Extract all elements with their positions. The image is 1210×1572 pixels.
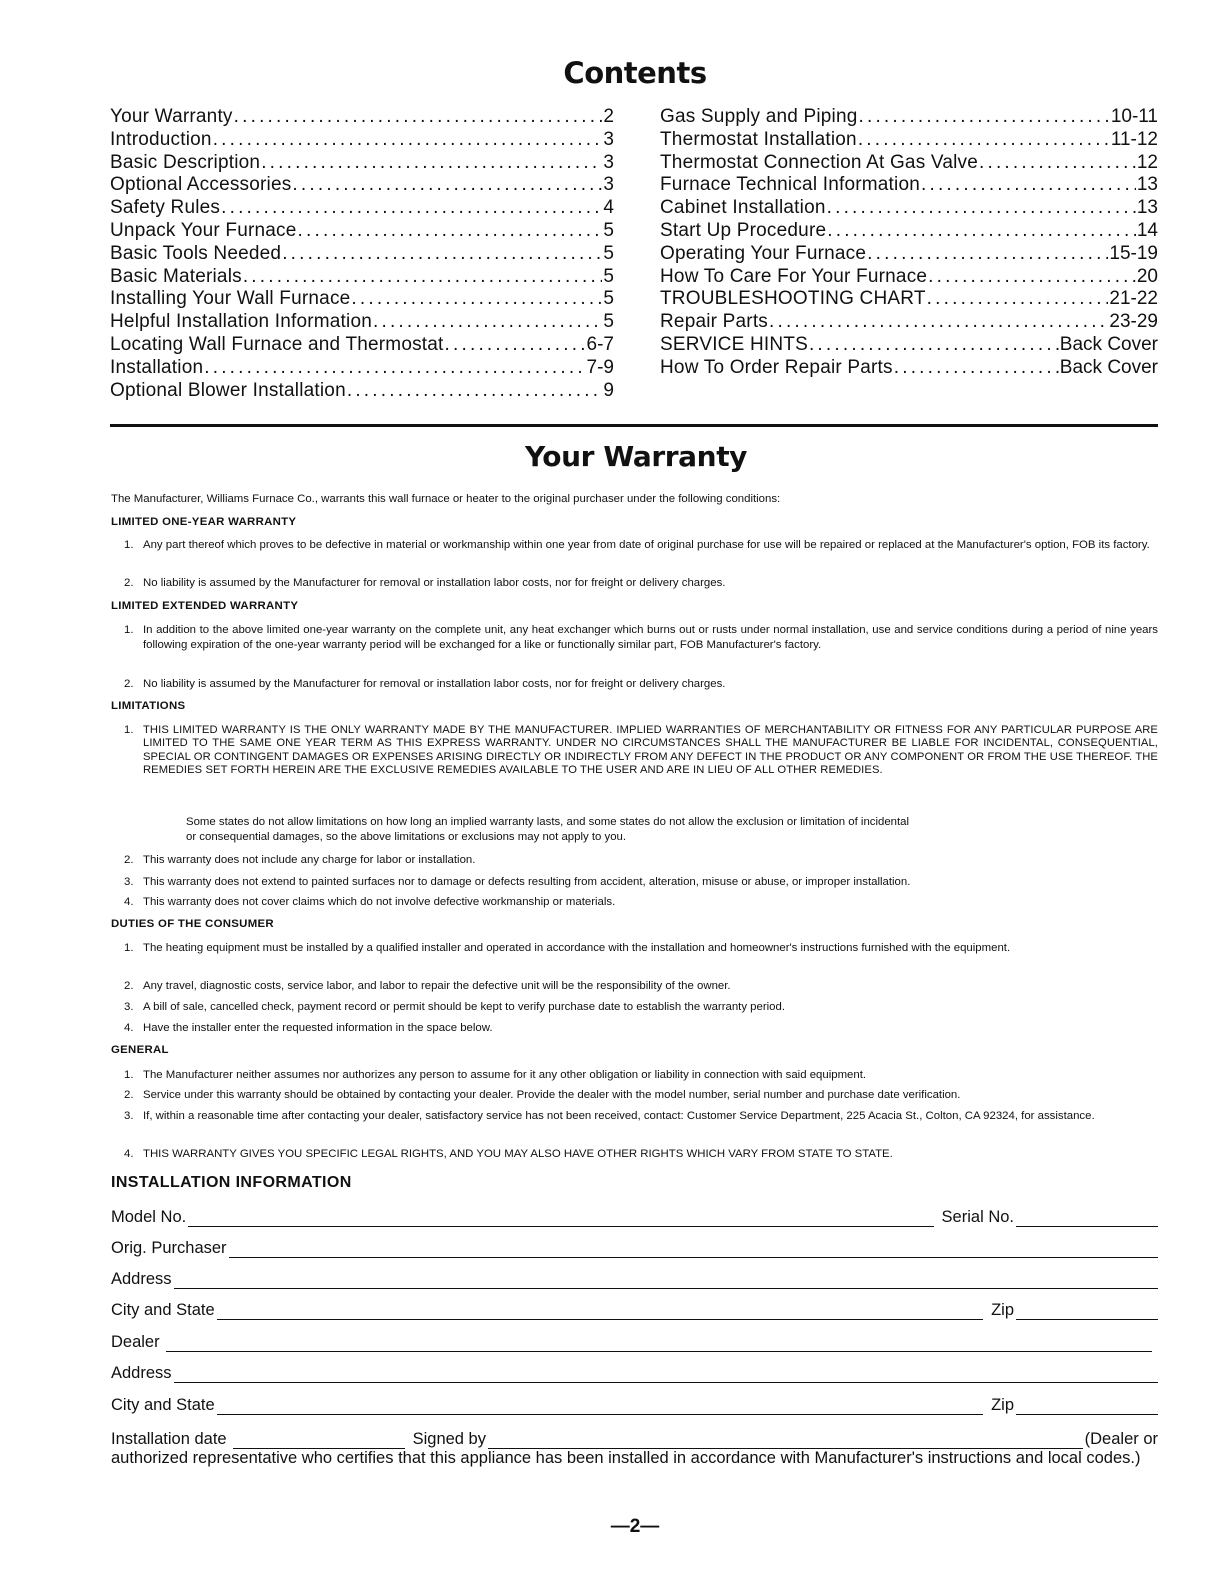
toc-entry[interactable]: How To Order Repair Parts ..... Back Cover	[660, 357, 1158, 380]
dealer-or-label: (Dealer or	[1084, 1430, 1158, 1448]
address-field[interactable]	[174, 1273, 1158, 1289]
warranty-item: 2. This warranty does not include any charge for labor or installation.	[124, 854, 476, 866]
toc-entry[interactable]: Repair Parts ..... 23-29	[660, 311, 1158, 334]
warranty-item: 2. Service under this warranty should be obtained by contacting your dealer. Provide the dealer with the model number, serial number and purchase date verification.	[124, 1089, 961, 1101]
orig-purchaser-label: Orig. Purchaser	[111, 1239, 227, 1257]
installation-date-field[interactable]	[233, 1433, 405, 1449]
limited-extended-heading: LIMITED EXTENDED WARRANTY	[111, 600, 299, 612]
dealer-city-state-field[interactable]	[217, 1399, 983, 1415]
installation-info-heading: INSTALLATION INFORMATION	[111, 1174, 352, 1191]
warranty-item: 3. A bill of sale, cancelled check, payment record or permit should be kept to verify purchase date to establish the warranty period.	[124, 1001, 786, 1013]
warranty-item: 1. Any part thereof which proves to be defective in material or workmanship within one year from date of original purchase for use will be repaired or replaced at the Manufacturer's option, FOB its factory.	[124, 539, 1150, 551]
warranty-item: 1. THIS LIMITED WARRANTY IS THE ONLY WARRANTY MADE BY THE MANUFACTURER. IMPLIED WARRANTIES OF MERCHANTABILITY OR FITNESS FOR ANY PARTICULAR PURPOSE ARE LIMITED TO THE SAME ONE YEAR TERM AS THIS EXPRESS WARRANTY. UNDER NO CIRCUMSTANCES SHALL THE MANUFACTURER BE LIABLE FOR INCIDENTAL, CONSEQUENTIAL, SPECIAL OR CONTINGENT DAMAGES OR EXPENSES ARISING DIRECTLY OR INDIRECTLY FROM ANY DEFECT IN THE PRODUCT OR ANY COMPONENT OR FROM THE USE THEREOF. THE REMEDIES SET FORTH HEREIN ARE THE EXCLUSIVE REMEDIES AVAILABLE TO THE USER AND ARE IN LIEU OF ALL OTHER REMEDIES.	[124, 724, 1158, 777]
toc-entry[interactable]: Furnace Technical Information ..... 13	[660, 174, 1158, 197]
model-no-label: Model No.	[111, 1208, 187, 1226]
zip-field[interactable]	[1016, 1304, 1158, 1320]
dealer-address-label: Address	[111, 1364, 172, 1382]
toc-entry[interactable]: Cabinet Installation ..... 13	[660, 197, 1158, 220]
dealer-row	[111, 1330, 1158, 1352]
toc-entry[interactable]: Locating Wall Furnace and Thermostat ..... 6-7	[110, 334, 614, 357]
signed-by-label: Signed by	[412, 1430, 486, 1448]
dealer-zip-field[interactable]	[1016, 1399, 1158, 1415]
toc-entry[interactable]: Basic Description ..... 3	[110, 152, 614, 175]
limited-one-year-heading: LIMITED ONE-YEAR WARRANTY	[111, 516, 297, 528]
city-state-field[interactable]	[217, 1304, 983, 1320]
warranty-item: 4. This warranty does not cover claims which do not involve defective workmanship or materials.	[124, 896, 616, 908]
warranty-item: 4. THIS WARRANTY GIVES YOU SPECIFIC LEGAL RIGHTS, AND YOU MAY ALSO HAVE OTHER RIGHTS WHICH VARY FROM STATE TO STATE.	[124, 1148, 893, 1160]
warranty-item: 1. The Manufacturer neither assumes nor authorizes any person to assume for it any other obligation or liability in connection with said equipment.	[124, 1069, 867, 1081]
toc-entry[interactable]: How To Care For Your Furnace ..... 20	[660, 266, 1158, 289]
limitations-heading: LIMITATIONS	[111, 700, 186, 712]
toc-entry[interactable]: Safety Rules ..... 4	[110, 197, 614, 220]
general-heading: GENERAL	[111, 1044, 169, 1056]
toc-entry[interactable]: Your Warranty ..... 2	[110, 106, 614, 129]
toc-entry[interactable]: Helpful Installation Information ..... 5	[110, 311, 614, 334]
warranty-item: 2. No liability is assumed by the Manufacturer for removal or installation labor costs, nor for freight or delivery charges.	[124, 678, 726, 690]
toc-right-column	[660, 106, 1158, 380]
warranty-item: 4. Have the installer enter the requested information in the space below.	[124, 1022, 493, 1034]
dealer-zip-label: Zip	[991, 1396, 1014, 1414]
installation-date-row	[111, 1427, 1158, 1449]
dealer-city-state-label: City and State	[111, 1396, 215, 1414]
installation-date-label: Installation date	[111, 1430, 227, 1448]
warranty-note: Some states do not allow limitations on how long an implied warranty lasts, and some states do not allow the exclusion or limitation of incidental or consequential damages, so the above limitations or exclusions may not apply to you.	[186, 816, 910, 843]
page-title: Contents	[563, 56, 707, 90]
toc-entry[interactable]: Unpack Your Furnace ..... 5	[110, 220, 614, 243]
warranty-item: 3. This warranty does not extend to painted surfaces nor to damage or defects resulting from accident, alteration, misuse or abuse, or improper installation.	[124, 876, 911, 888]
toc-entry[interactable]: Basic Tools Needed ..... 5	[110, 243, 614, 266]
warranty-item: 2. No liability is assumed by the Manufacturer for removal or installation labor costs, nor for freight or delivery charges.	[124, 577, 726, 589]
toc-entry[interactable]: Installation ..... 7-9	[110, 357, 614, 380]
certification-text: authorized representative who certifies that this appliance has been installed in accordance with Manufacturer's instructions and local codes.)	[111, 1449, 1141, 1467]
dealer-address-row	[111, 1361, 1158, 1383]
toc-entry[interactable]: Start Up Procedure ..... 14	[660, 220, 1158, 243]
dealer-address-field[interactable]	[174, 1367, 1158, 1383]
warranty-item: 1. In addition to the above limited one-year warranty on the complete unit, any heat exchanger which burns out or rusts under normal installation, use and service conditions during a period of nine years following expiration of the one-year warranty period will be exchanged for a like or functionally similar part, FOB Manufacturer's factory.	[124, 624, 1158, 651]
serial-no-field[interactable]	[1016, 1211, 1158, 1227]
city-state-label: City and State	[111, 1301, 215, 1319]
toc-entry[interactable]: Optional Blower Installation ..... 9	[110, 380, 614, 403]
section-divider	[110, 424, 1158, 427]
zip-label: Zip	[991, 1301, 1014, 1319]
address-row	[111, 1267, 1158, 1289]
toc-entry[interactable]: TROUBLESHOOTING CHART ..... 21-22	[660, 288, 1158, 311]
toc-entry[interactable]: Thermostat Installation ..... 11-12	[660, 129, 1158, 152]
dealer-city-state-row	[111, 1393, 1158, 1415]
warranty-item: 1. The heating equipment must be installed by a qualified installer and operated in accordance with the installation and homeowner's instructions furnished with the equipment.	[124, 942, 1011, 954]
model-serial-row	[111, 1205, 1158, 1227]
warranty-title: Your Warranty	[524, 440, 748, 473]
toc-entry[interactable]: Thermostat Connection At Gas Valve ..... 12	[660, 152, 1158, 175]
city-state-row	[111, 1298, 1158, 1320]
dealer-label: Dealer	[111, 1333, 160, 1351]
address-label: Address	[111, 1270, 172, 1288]
page-number: —2—	[610, 1516, 660, 1537]
signed-by-field[interactable]	[488, 1433, 1083, 1449]
toc-left-column	[110, 106, 614, 402]
toc-entry[interactable]: SERVICE HINTS ..... Back Cover	[660, 334, 1158, 357]
purchaser-row	[111, 1236, 1158, 1258]
warranty-intro: The Manufacturer, Williams Furnace Co., warrants this wall furnace or heater to the original purchaser under the following conditions:	[111, 493, 781, 505]
serial-no-label: Serial No.	[941, 1208, 1014, 1226]
warranty-item: 3. If, within a reasonable time after contacting your dealer, satisfactory service has not been received, contact: Customer Service Department, 225 Acacia St., Colton, CA 92324, for assistance.	[124, 1110, 1095, 1122]
toc-entry[interactable]: Introduction ..... 3	[110, 129, 614, 152]
toc-entry[interactable]: Optional Accessories ..... 3	[110, 174, 614, 197]
toc-entry[interactable]: Basic Materials ..... 5	[110, 266, 614, 289]
duties-heading: DUTIES OF THE CONSUMER	[111, 918, 274, 930]
toc-entry[interactable]: Gas Supply and Piping ..... 10-11	[660, 106, 1158, 129]
toc-entry[interactable]: Operating Your Furnace ..... 15-19	[660, 243, 1158, 266]
toc-entry[interactable]: Installing Your Wall Furnace ..... 5	[110, 288, 614, 311]
warranty-item: 2. Any travel, diagnostic costs, service labor, and labor to repair the defective unit will be the responsibility of the owner.	[124, 980, 731, 992]
orig-purchaser-field[interactable]	[229, 1242, 1158, 1258]
model-no-field[interactable]	[188, 1211, 933, 1227]
dealer-field[interactable]	[166, 1336, 1152, 1352]
